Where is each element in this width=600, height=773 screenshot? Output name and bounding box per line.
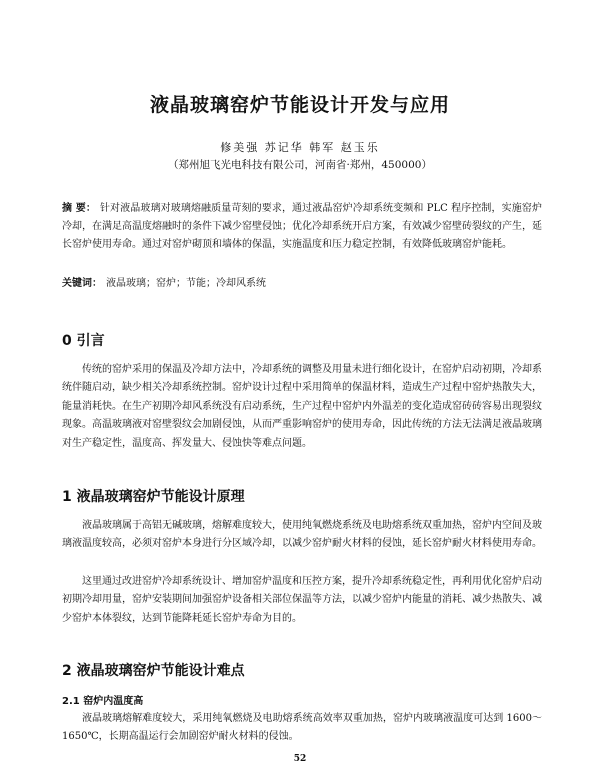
abstract: [62, 200, 542, 254]
section-heading-principle: 1 液晶玻璃窑炉节能设计原理: [62, 489, 245, 505]
principle-paragraph-1: 液晶玻璃属于高铝无碱玻璃，熔解难度较大，使用纯氧燃烧系统及电助熔系统双重加热，窑炉内空间及玻璃液温度较高，必须对窑炉本身进行分区域冷却，以减少窑炉耐火材料的侵蚀，延长窑炉耐火材料使用寿命。: [62, 520, 542, 550]
keywords-text: 液晶玻璃；窑炉；节能；冷却风系统: [106, 278, 266, 289]
page-number: 52: [293, 754, 307, 764]
keywords-label: 关键词：: [62, 278, 102, 289]
intro-paragraph: 传统的窑炉采用的保温及冷却方法中，冷却系统的调整及用量未进行细化设计，在窑炉启动初期，冷却系统伴随启动，缺少相关冷却系统控制。窑炉设计过程中采用简单的保温材料，造成生产过程中窑炉热散失大，能量消耗快。在生产初期冷却风系统没有启动系统，生产过程中窑炉内外温差的变化造成窑砖砖容易出现裂纹现象。高温玻璃液对窑壁裂纹会加剧侵蚀，从而严重影响窑炉的使用寿命，因此传统的方法无法满足液晶玻璃对生产稳定性，温度高、挥发量大、侵蚀快等难点问题。: [62, 364, 542, 449]
author-list: 修美强 苏记华 韩军 赵玉乐: [220, 141, 380, 154]
section-heading-difficulties: 2 液晶玻璃窑炉节能设计难点: [62, 663, 245, 679]
principle-paragraph-2: 这里通过改进窑炉冷却系统设计、增加窑炉温度和压控方案，提升冷却系统稳定性，再利用优化窑炉启动初期冷却用量，窑炉安装期间加强窑炉设备相关部位保温等方法，以减少窑炉内能量的消耗、减少热散失、减少窑炉本体裂纹，达到节能降耗延长窑炉寿命为目的。: [62, 576, 542, 624]
affiliation: （郑州旭飞光电科技有限公司，河南省·郑州，450000）: [168, 159, 432, 171]
keywords: [62, 275, 542, 293]
section-heading-intro: 0 引言: [62, 333, 105, 349]
abstract-label: 摘 要：: [62, 203, 96, 214]
high-temp-paragraph: 液晶玻璃熔解难度较大，采用纯氧燃烧及电助熔系统高效率双重加热，窑炉内玻璃液温度可达到 1600～1650℃，长期高温运行会加剧窑炉耐火材料的侵蚀。: [62, 713, 542, 743]
subsection-heading-high-temp: 2.1 窑炉内温度高: [62, 696, 144, 707]
paper-title: 液晶玻璃窑炉节能设计开发与应用: [149, 94, 450, 116]
abstract-text: 针对液晶玻璃对玻璃熔融质量苛刻的要求，通过液晶窑炉冷却系统变频和 PLC 程序控制，实施窑炉冷却，在满足高温度熔融时的条件下减少窑壁侵蚀；优化冷却系统开启方案，有效减少窑壁砖裂纹的产生，延长窑炉使用寿命。通过对窑炉砌顶和墙体的保温，实施温度和压力稳定控制，有效降低玻璃窑炉能耗。: [62, 203, 542, 250]
